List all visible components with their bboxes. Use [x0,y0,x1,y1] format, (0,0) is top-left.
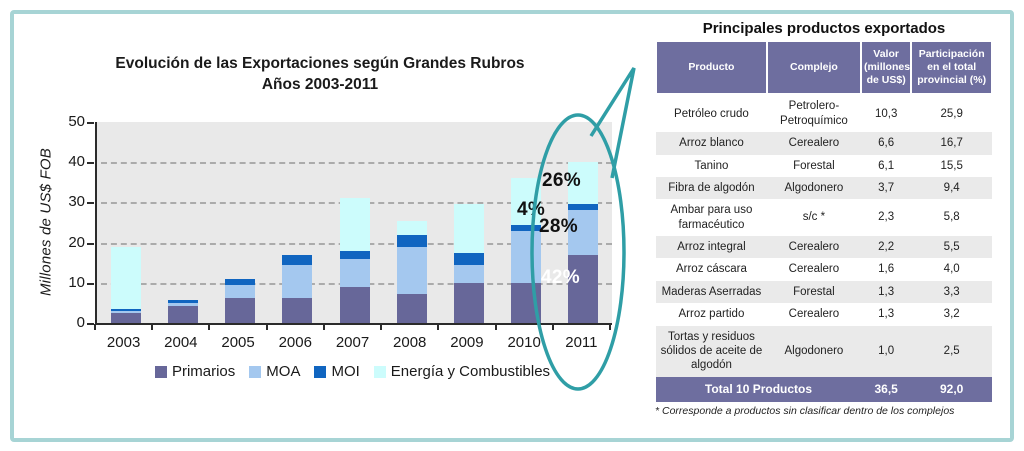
x-tick-mark [94,324,96,330]
y-tick-mark [87,122,94,124]
valor-cell: 1,6 [878,263,895,276]
chart-title-line1: Evolución de las Exportaciones según Grandes Rubros [115,55,525,72]
table-row [656,236,992,258]
x-label-2006: 2006 [278,334,312,351]
y-tick-label-50: 50 [68,113,85,130]
complejo-cell: s/c * [802,211,826,224]
legend-label: MOA [266,363,301,380]
bar-2003 [111,247,141,323]
producto-cell: Arroz blanco [656,132,767,154]
valor-cell: 10,3 [874,107,898,120]
legend-item-moi [314,363,359,380]
participacion-cell: 15,5 [940,159,963,172]
producto-cell: Arroz integral [656,236,767,258]
bar-2009 [454,204,484,323]
chart-title [60,53,580,95]
segment-primarios-2008 [397,294,427,323]
valor-cell: 3,7 [861,177,911,199]
x-tick-mark [437,324,439,330]
segment-moa-2009 [454,265,484,283]
chart-title-line2: Años 2003-2011 [261,76,379,93]
column-header-1: Complejo [767,41,861,94]
x-label-2010: 2010 [507,334,541,351]
participacion-cell: 3,3 [911,281,992,303]
y-tick-mark [87,283,94,285]
y-tick-mark [87,202,94,204]
y-tick-mark [87,243,94,245]
producto-cell: Petróleo crudo [674,107,749,120]
segment-moi-2009 [454,253,484,264]
segment-primarios-2010 [511,283,541,323]
total-valor: 36,5 [861,377,911,402]
valor-cell: 2,2 [861,236,911,258]
chart-legend [95,363,610,380]
producto-cell: Fibra de algodón [656,177,767,199]
valor-cell: 1,3 [861,281,911,303]
valor-cell: 6,1 [878,159,895,172]
participacion-cell: 25,9 [940,107,963,120]
y-axis-label: Millones de US$ FOB [37,147,55,297]
annotation-28pct: 28% [539,216,578,237]
participacion-cell: 5,8 [943,211,960,224]
total-row [656,377,992,402]
annotation-42pct: 42% [541,267,580,288]
x-label-2004: 2004 [164,334,198,351]
producto-cell: Arroz cáscara [675,263,747,276]
legend-item-energ-a-y-combustibles [374,363,550,380]
segment-primarios-2005 [225,298,255,323]
segment-energ-a-y-combustibles-2007 [340,198,370,250]
complejo-cell: Cerealero [788,263,840,276]
complejo-cell: Cerealero [767,132,861,154]
exported-products-table [655,40,993,402]
segment-moa-2005 [225,285,255,298]
table-title: Principales productos exportados [702,20,946,37]
total-participacion: 92,0 [911,377,992,402]
table-row [656,281,992,303]
valor-cell: 6,6 [861,132,911,154]
x-tick-mark [609,324,611,330]
gridline [101,162,612,164]
participacion-cell: 5,5 [911,236,992,258]
segment-energ-a-y-combustibles-2008 [397,221,427,236]
producto-cell: Tanino [694,159,729,172]
table-header-row [656,41,992,94]
complejo-cell: Petrolero-Petroquímico [780,100,848,127]
segment-primarios-2011 [568,255,598,323]
bar-2004 [168,300,198,323]
segment-primarios-2004 [168,306,198,323]
column-header-2: Valor (millones de US$) [861,41,911,94]
x-tick-mark [495,324,497,330]
y-tick-mark [87,323,94,325]
valor-cell: 2,3 [878,211,895,224]
y-tick-mark [87,162,94,164]
x-label-2003: 2003 [106,334,141,351]
x-label-2009: 2009 [450,334,484,351]
valor-cell: 1,3 [878,308,895,321]
legend-swatch [314,366,326,378]
table-row [656,326,992,377]
participacion-cell: 9,4 [911,177,992,199]
participacion-cell: 16,7 [911,132,992,154]
complejo-cell: Cerealero [767,236,861,258]
segment-primarios-2007 [340,287,370,323]
segment-moi-2008 [397,235,427,247]
segment-primarios-2006 [282,298,312,323]
legend-item-moa [249,363,300,380]
table-row [656,303,992,325]
x-tick-mark [380,324,382,330]
segment-moi-2006 [282,255,312,265]
complejo-cell: Algodonero [767,326,861,377]
table-footnote: * Corresponde a productos sin clasificar dentro de los complejos [655,404,955,417]
segment-moi-2007 [340,251,370,259]
y-tick-label-10: 10 [68,273,85,291]
y-tick-label-0: 0 [76,314,85,331]
complejo-cell: Forestal [767,281,861,303]
producto-cell: Maderas Aserradas [656,281,767,303]
legend-label: Energía y Combustibles [390,363,551,380]
table-row [656,199,992,236]
annotation-4pct: 4% [517,199,546,220]
segment-moa-2006 [282,265,312,298]
x-label-2005: 2005 [221,334,255,351]
table-row [656,94,992,132]
legend-label: Primarios [171,363,236,380]
exports-table-panel [655,20,993,417]
producto-cell: Tortas y residuos sólidos de aceite de algodón [656,326,767,377]
participacion-cell: 3,2 [943,308,960,321]
table-row [656,132,992,154]
y-tick-label-40: 40 [68,153,85,171]
producto-cell: Arroz partido [678,308,745,321]
x-tick-mark [266,324,268,330]
segment-primarios-2009 [454,283,484,323]
x-tick-mark [323,324,325,330]
legend-label: MOI [331,363,360,380]
bar-2008 [397,221,427,323]
participacion-cell: 2,5 [911,326,992,377]
segment-moa-2008 [397,247,427,293]
y-tick-label-30: 30 [68,193,85,211]
segment-primarios-2003 [111,313,141,323]
legend-swatch [249,366,261,378]
x-label-2011: 2011 [565,334,598,351]
segment-moa-2007 [340,259,370,287]
bar-2005 [225,279,255,323]
legend-item-primarios [155,363,235,380]
table-row [656,155,992,177]
table-row [656,177,992,199]
table-row [656,258,992,280]
segment-energ-a-y-combustibles-2009 [454,204,484,253]
bar-2007 [340,198,370,323]
column-header-3: Participación en el total provincial (%) [911,41,992,94]
complejo-cell: Cerealero [788,308,840,321]
y-tick-label-20: 20 [68,233,85,251]
x-tick-mark [552,324,554,330]
x-label-2008: 2008 [393,334,427,351]
segment-energ-a-y-combustibles-2003 [111,247,141,309]
complejo-cell: Forestal [793,159,835,172]
legend-swatch [155,366,167,378]
valor-cell: 1,0 [861,326,911,377]
complejo-cell: Algodonero [767,177,861,199]
producto-cell: Ambar para uso farmacéutico [670,204,753,231]
x-tick-mark [208,324,210,330]
x-label-2007: 2007 [335,334,370,351]
legend-swatch [374,366,386,378]
column-header-0: Producto [656,41,767,94]
plot-area [95,122,612,325]
bar-2006 [282,255,312,323]
total-label: Total 10 Productos [656,377,861,402]
x-tick-mark [151,324,153,330]
segment-moa-2010 [511,231,541,283]
annotation-26pct: 26% [542,170,581,191]
participacion-cell: 4,0 [943,263,960,276]
